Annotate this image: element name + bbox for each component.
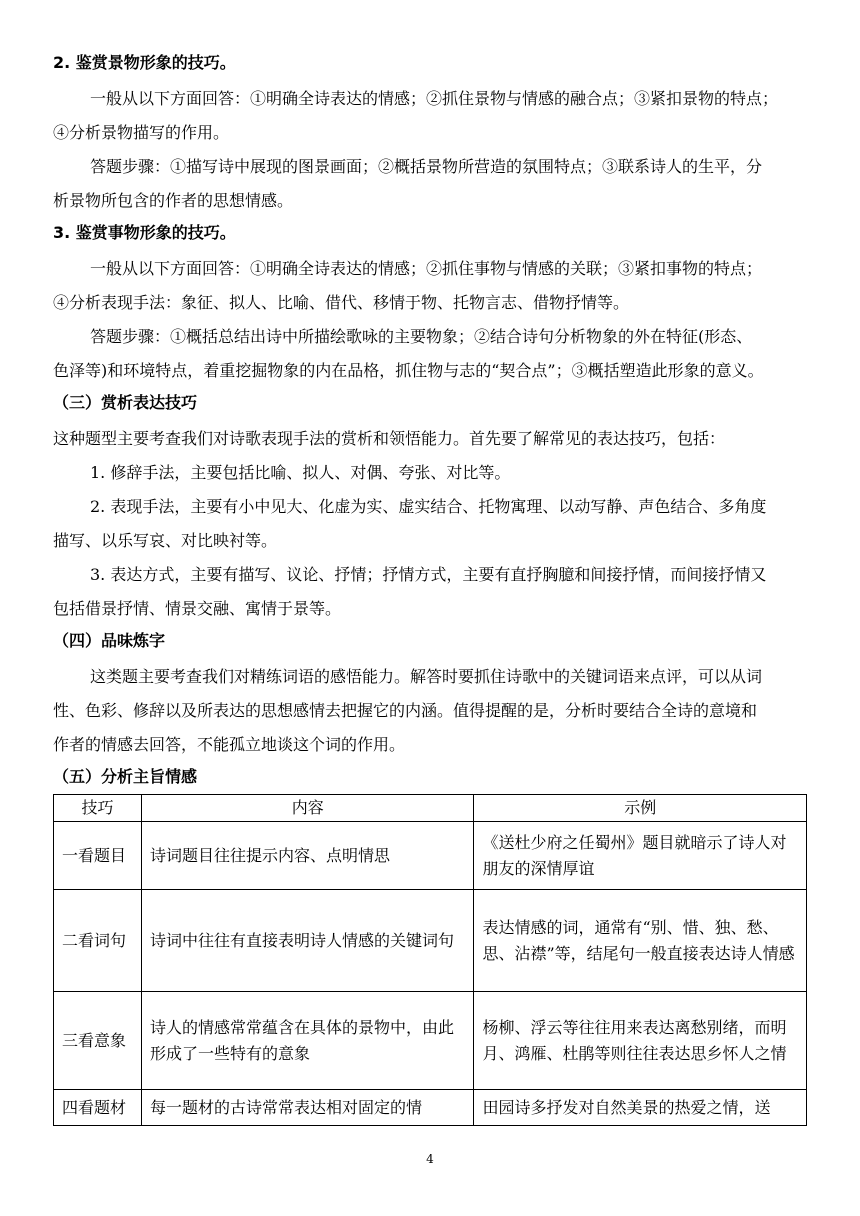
table-row (54, 1090, 807, 1126)
section-three-intro: 这种题型主要考查我们对诗歌表现手法的赏析和领悟能力。首先要了解常见的表达技巧，包括： (53, 429, 726, 448)
section-three-item3-line2: 包括借景抒情、情景交融、寓情于景等。 (53, 599, 342, 618)
section-three-item3-line1: 3. 表达方式，主要有描写、议论、抒情；抒情方式，主要有直抒胸臆和间接抒情，而间接抒情又 (90, 565, 767, 584)
table-row (54, 890, 807, 992)
section-four-line1: 这类题主要考查我们对精练词语的感悟能力。解答时要抓住诗歌中的关键词语来点评，可以从词 (90, 667, 763, 686)
page-number: 4 (426, 1152, 434, 1166)
table-header-row (54, 795, 807, 822)
section-2-para1-line1: 一般从以下方面回答：①明确全诗表达的情感；②抓住景物与情感的融合点；③紧扣景物的特点； (90, 89, 779, 108)
table-cell-content: 诗词题目往往提示内容、点明情思 (141, 822, 474, 890)
section-3-heading: 3. 鉴赏事物形象的技巧。 (53, 223, 236, 242)
section-2-para2-line2: 析景物所包含的作者的思想情感。 (53, 191, 294, 210)
table-cell-content: 诗词中往往有直接表明诗人情感的关键词句 (141, 890, 474, 992)
section-2-para2-line1: 答题步骤：①描写诗中展现的图景画面；②概括景物所营造的氛围特点；③联系诗人的生平，分 (90, 157, 763, 176)
table-cell-example: 表达情感的词，通常有“别、惜、独、愁、思、沾襟”等，结尾句一般直接表达诗人情感 (474, 890, 807, 992)
table-cell-example: 杨柳、浮云等往往用来表达离愁别绪，而明月、鸿雁、杜鹃等则往往表达思乡怀人之情 (474, 992, 807, 1090)
table-row (54, 992, 807, 1090)
section-2-heading: 2. 鉴赏景物形象的技巧。 (53, 53, 236, 72)
table-cell-technique: 二看词句 (54, 890, 142, 992)
table-header-cell: 技巧 (54, 795, 142, 822)
table-cell-example: 田园诗多抒发对自然美景的热爱之情，送 (474, 1090, 807, 1126)
table-cell-technique: 三看意象 (54, 992, 142, 1090)
section-five-heading: （五）分析主旨情感 (53, 767, 198, 786)
section-four-line2: 性、色彩、修辞以及所表达的思想感情去把握它的内涵。值得提醒的是，分析时要结合全诗的意境和 (53, 701, 758, 720)
table-cell-technique: 四看题材 (54, 1090, 142, 1126)
table-cell-content: 每一题材的古诗常常表达相对固定的情 (141, 1090, 474, 1126)
section-three-item2-line2: 描写、以乐写哀、对比映衬等。 (53, 531, 278, 550)
section-2-para1-line2: ④分析景物描写的作用。 (53, 123, 230, 142)
section-four-heading: （四）品味炼字 (53, 631, 166, 650)
table-cell-content: 诗人的情感常常蕴含在具体的景物中，由此形成了一些特有的意象 (141, 992, 474, 1090)
section-three-item2-line1: 2. 表现手法，主要有小中见大、化虚为实、虚实结合、托物寓理、以动写静、声色结合、多角度 (90, 497, 767, 516)
section-3-para1-line1: 一般从以下方面回答：①明确全诗表达的情感；②抓住事物与情感的关联；③紧扣事物的特点； (90, 259, 763, 278)
table-row (54, 822, 807, 890)
section-3-para2-line2: 色泽等)和环境特点，着重挖掘物象的内在品格，抓住物与志的“契合点”；③概括塑造此形象的意义。 (53, 361, 764, 380)
table-header-cell: 示例 (474, 795, 807, 822)
table-cell-technique: 一看题目 (54, 822, 142, 890)
section-three-heading: （三）赏析表达技巧 (53, 393, 198, 412)
emotion-analysis-table (53, 794, 807, 1126)
table-cell-example: 《送杜少府之任蜀州》题目就暗示了诗人对朋友的深情厚谊 (474, 822, 807, 890)
section-3-para1-line2: ④分析表现手法：象征、拟人、比喻、借代、移情于物、托物言志、借物抒情等。 (53, 293, 630, 312)
table-header-cell: 内容 (141, 795, 474, 822)
section-three-item1: 1. 修辞手法，主要包括比喻、拟人、对偶、夸张、对比等。 (90, 463, 511, 482)
section-four-line3: 作者的情感去回答，不能孤立地谈这个词的作用。 (53, 735, 406, 754)
section-3-para2-line1: 答题步骤：①概括总结出诗中所描绘歌咏的主要物象；②结合诗句分析物象的外在特征(形态、 (90, 327, 753, 346)
